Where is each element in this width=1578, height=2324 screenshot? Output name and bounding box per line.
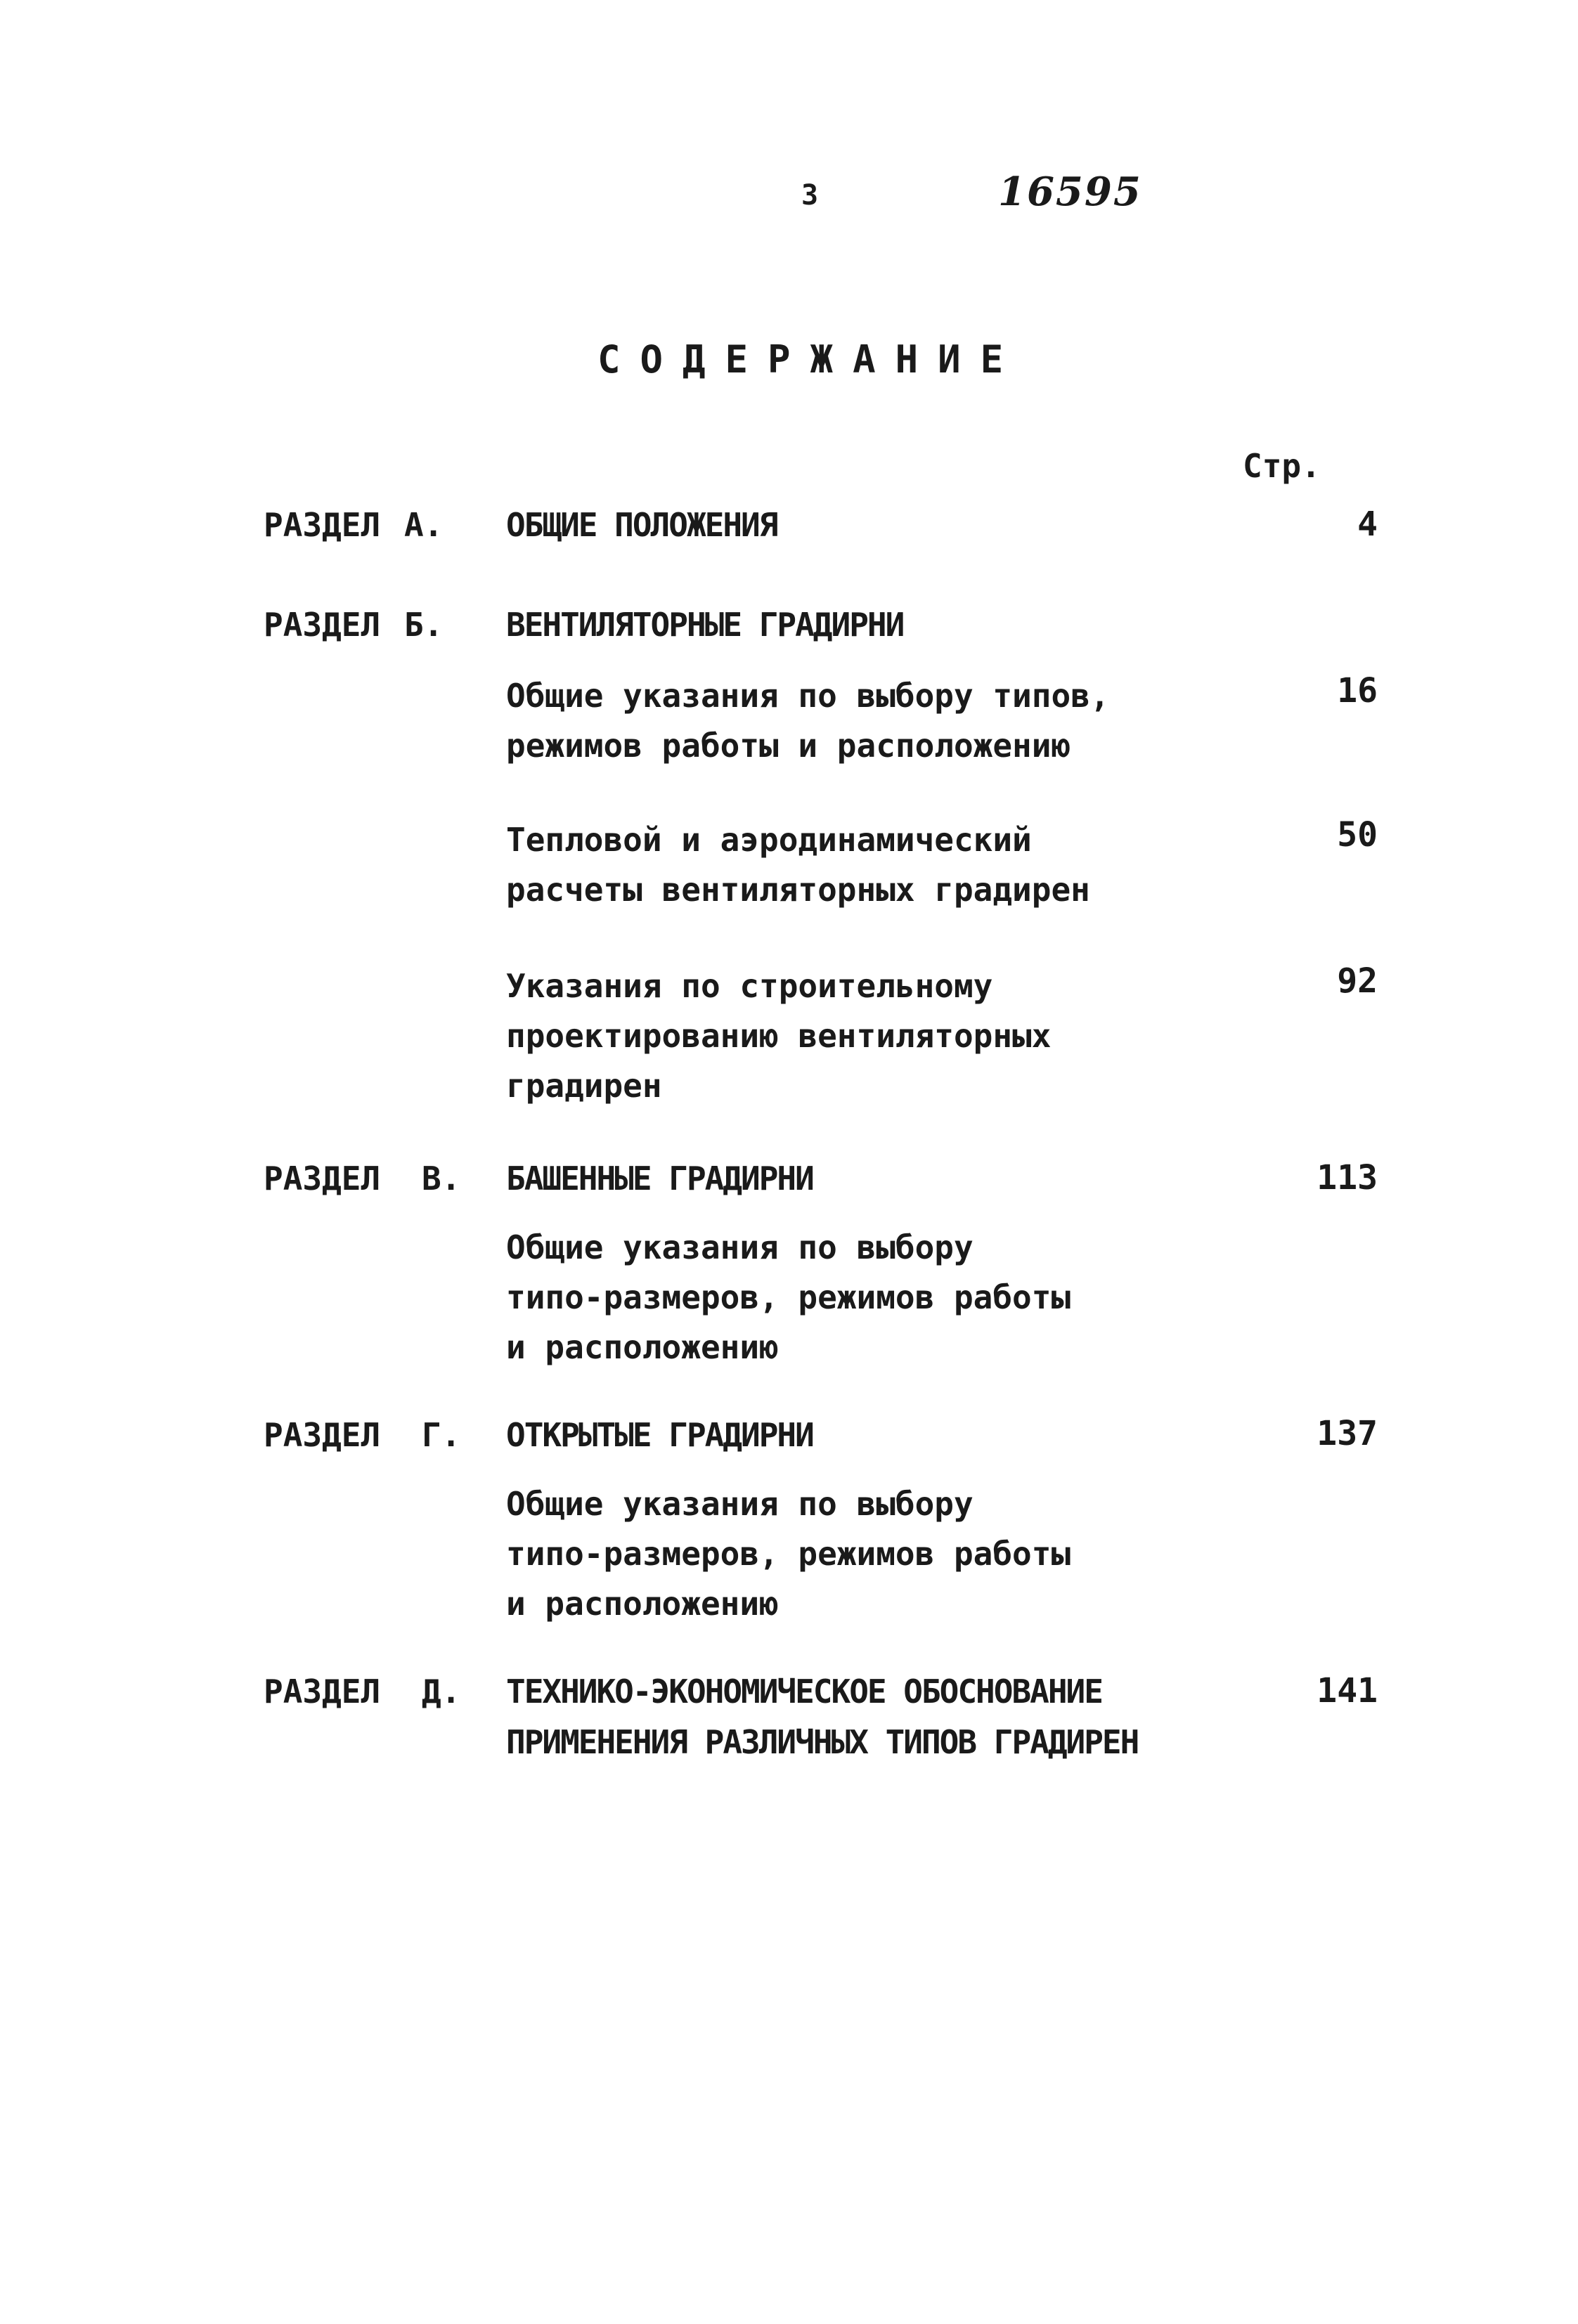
section-b-sub1-page: 16 xyxy=(1337,671,1378,710)
section-v-sub1 xyxy=(506,1223,1490,1372)
toc-title: СОДЕРЖАНИЕ xyxy=(597,337,1023,382)
section-v-letter: В. xyxy=(422,1160,461,1197)
section-b-sub3-line3: градирен xyxy=(506,1067,662,1105)
section-a-page: 4 xyxy=(1357,505,1378,544)
section-d-title: ТЕХНИКО-ЭКОНОМИЧЕСКОЕ ОБОСНОВАНИЕ xyxy=(506,1673,1102,1710)
section-g-sub1-line2: типо-размеров, режимов работы xyxy=(506,1535,1071,1573)
section-d-label: РАЗДЕЛ xyxy=(264,1673,381,1710)
section-g-letter: Г. xyxy=(422,1416,461,1454)
section-b-sub3-page: 92 xyxy=(1337,961,1378,1001)
section-a-label: РАЗДЕЛ xyxy=(264,506,381,544)
section-b-sub3-line2: проектированию вентиляторных xyxy=(506,1017,1052,1055)
section-b-sub3-line1: Указания по строительному xyxy=(506,967,993,1005)
section-b-letter: Б. xyxy=(404,606,444,644)
section-a-letter: А. xyxy=(404,506,444,544)
section-g-sub1-line3: и расположению xyxy=(506,1585,779,1623)
section-d-page: 141 xyxy=(1317,1671,1378,1710)
section-v-page: 113 xyxy=(1317,1158,1378,1197)
section-g-sub1 xyxy=(506,1479,1490,1629)
section-v-sub1-line1: Общие указания по выбору xyxy=(506,1228,974,1266)
page-column-header: Стр. xyxy=(1243,447,1321,485)
section-g-page: 137 xyxy=(1317,1414,1378,1453)
section-d-letter: Д. xyxy=(422,1673,461,1710)
section-v-sub1-line2: типо-размеров, режимов работы xyxy=(506,1278,1071,1316)
section-d-title-line2: ПРИМЕНЕНИЯ РАЗЛИЧНЫХ ТИПОВ ГРАДИРЕН xyxy=(506,1723,1139,1761)
section-b-title: ВЕНТИЛЯТОРНЫЕ ГРАДИРНИ xyxy=(506,606,904,644)
section-g-label: РАЗДЕЛ xyxy=(264,1416,381,1454)
section-b-label: РАЗДЕЛ xyxy=(264,606,381,644)
section-v-title: БАШЕННЫЕ ГРАДИРНИ xyxy=(506,1160,813,1197)
section-b-sub1-line1: Общие указания по выбору типов, xyxy=(506,677,1110,715)
section-v-label: РАЗДЕЛ xyxy=(264,1160,381,1197)
section-v-sub1-line3: и расположению xyxy=(506,1328,779,1366)
section-b-sub1-line2: режимов работы и расположению xyxy=(506,727,1071,765)
section-b-sub2-line1: Тепловой и аэродинамический xyxy=(506,821,1032,859)
section-b-sub2-line2: расчеты вентиляторных градирен xyxy=(506,871,1090,909)
section-b-sub2-page: 50 xyxy=(1337,815,1378,855)
handwritten-number: 16595 xyxy=(998,169,1142,215)
section-g-title: ОТКРЫТЫЕ ГРАДИРНИ xyxy=(506,1416,813,1454)
section-g-sub1-line1: Общие указания по выбору xyxy=(506,1485,974,1523)
section-a-title: ОБЩИЕ ПОЛОЖЕНИЯ xyxy=(506,506,777,544)
page-number: 3 xyxy=(801,179,819,212)
